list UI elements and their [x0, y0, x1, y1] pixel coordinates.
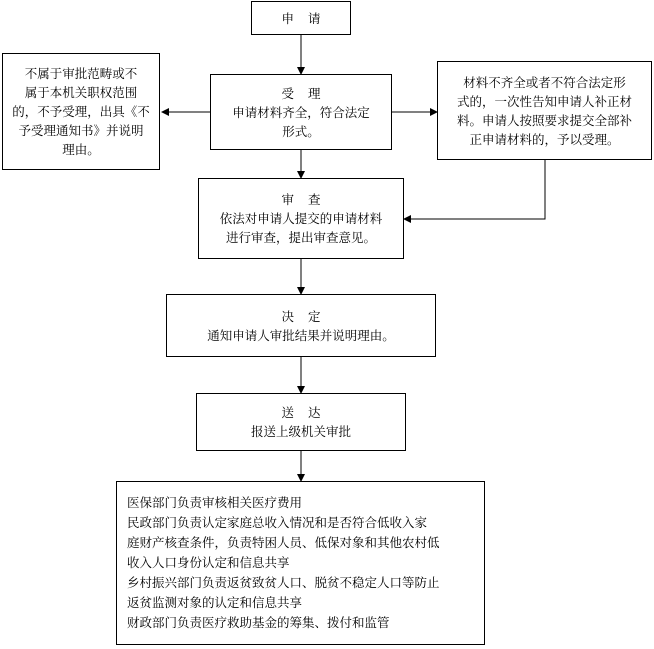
departments-box [116, 481, 485, 645]
step-accept-title: 受理 [281, 85, 335, 101]
step-accept [210, 74, 392, 150]
step-accept-line: 申请材料齐全，符合法定 [232, 104, 370, 120]
reject-line: 属于本机关职权范围 [24, 85, 138, 100]
step-accept-line: 形式。 [282, 123, 320, 139]
department-line: 民政部门负责认定家庭总收入情况和是否符合低收入家 [127, 515, 428, 530]
step-review-line: 依法对申请人提交的申请材料 [219, 211, 383, 226]
department-line: 乡村振兴部门负责返贫致贫人口、脱贫不稳定人口等防止 [127, 575, 440, 590]
step-deliver [196, 393, 406, 451]
reject-box [2, 53, 160, 170]
step-deliver-line: 报送上级机关审批 [250, 424, 351, 439]
reject-line: 的，不予受理，出具《不 [12, 104, 150, 119]
step-apply [251, 1, 351, 35]
department-line: 收入人口身份认定和信息共享 [127, 555, 290, 570]
step-deliver-title: 送达 [281, 405, 335, 420]
department-line: 财政部门负责医疗救助基金的筹集、拨付和监管 [127, 615, 390, 630]
reject-line: 予受理通知书》并说明 [18, 123, 144, 138]
reject-line: 理由。 [62, 142, 100, 157]
department-line: 庭财产核查条件，负责特困人员、低保对象和其他农村低 [127, 535, 440, 550]
reject-line: 不属于审批范畴或不 [24, 66, 138, 81]
step-review-title: 审查 [281, 192, 335, 207]
supplement-line: 式的，一次性告知申请人补正材 [456, 93, 632, 109]
supplement-box [437, 61, 652, 160]
step-decide-title: 决定 [281, 308, 335, 324]
step-apply-title: 申请 [281, 10, 335, 26]
supplement-line: 正申请材料的，予以受理。 [469, 131, 620, 147]
department-line: 返贫监测对象的认定和信息共享 [127, 595, 303, 610]
supplement-line: 料。申请人按照要求提交全部补 [456, 112, 632, 128]
department-line: 医保部门负责审核相关医疗费用 [127, 495, 303, 510]
supplement-line: 材料不齐全或者不符合法定形 [463, 74, 626, 90]
arrow-right-to-review [404, 160, 545, 219]
step-decide [166, 294, 436, 357]
step-review-line: 进行审查，提出审查意见。 [225, 230, 376, 245]
step-review [198, 178, 404, 259]
step-decide-line: 通知申请人审批结果并说明理由。 [207, 327, 395, 343]
